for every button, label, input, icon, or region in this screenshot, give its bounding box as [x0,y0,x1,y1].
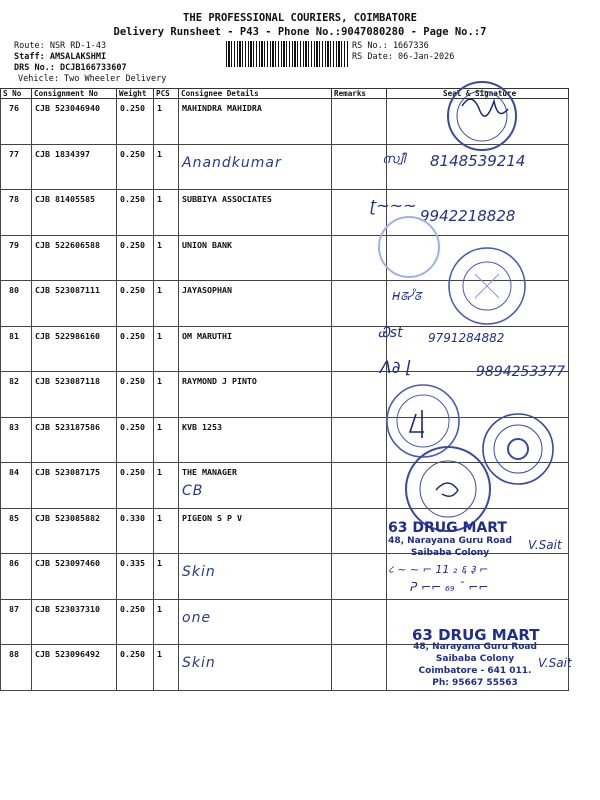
drs-number: DRS No.: DCJB166733607 [14,63,127,73]
consignee-name: OM MARUTHI [182,330,232,341]
remarks-cell [332,599,387,645]
sno-cell: 88 [1,645,32,691]
seal-stamp-1 [432,76,532,160]
pcs-cell: 1 [154,508,179,554]
scribble-87: ८ ~ ~ ⌐ 11 ₂ ६ ३ ⌐ [388,563,489,576]
consignee-name: JAYASOPHAN [182,285,232,295]
faded-seal-79 [368,212,450,282]
consignee-name: SUBBIYA ASSOCIATES [182,194,272,204]
weight-cell: 0.250 [117,281,154,327]
rs-number: RS No.: 1667336 [352,41,429,51]
sno-cell: 79 [1,235,32,281]
pcs-cell: 1 [154,599,179,645]
pcs-cell: 1 [154,281,179,327]
handwritten-name: CB [182,483,204,499]
sno-cell: 81 [1,326,32,372]
remarks-cell [332,508,387,554]
weight-cell: 0.250 [117,326,154,372]
phone-77: 8148539214 [430,152,526,170]
consignee-name: MAHINDRA MAHIDRA [182,103,262,113]
weight-cell: 0.250 [117,417,154,463]
remarks-cell [332,281,387,327]
consignee-cell [179,190,332,236]
weight-cell: 0.250 [117,463,154,509]
sno-cell: 84 [1,463,32,509]
handwritten-name: Anandkumar [182,154,282,171]
consignment-cell: CJB 523097460 [32,554,117,600]
consignee-cell [179,99,332,145]
consignee-cell [179,645,332,691]
handwritten-name: one [182,609,212,626]
consignment-cell: CJB 523046940 [32,99,117,145]
sno-cell: 86 [1,554,32,600]
weight-cell: 0.250 [117,235,154,281]
drug-mart-name-1: 63 DRUG MART [388,520,507,536]
drug-mart-address-2: 48, Narayana Guru Road [413,642,537,652]
weight-cell: 0.250 [117,372,154,418]
barcode [226,41,348,67]
phone-82: 9894253377 [476,364,566,380]
consignee-cell [179,281,332,327]
col-pcs: PCS [154,89,179,99]
insurance-seal [445,244,529,328]
consignee-cell [179,463,332,509]
sno-cell: 83 [1,417,32,463]
vehicle-label: Vehicle: Two Wheeler Delivery [18,74,167,84]
pcs-cell: 1 [154,645,179,691]
consignment-cell: CJB 523187586 [32,417,117,463]
remarks-cell [332,645,387,691]
consignment-cell: CJB 523087118 [32,372,117,418]
consignment-cell: CJB 523085882 [32,508,117,554]
pcs-cell: 1 [154,144,179,190]
rs-date: RS Date: 06-Jan-2026 [352,52,455,62]
pcs-cell: 1 [154,372,179,418]
phone-81: 9791284882 [428,331,505,345]
signature-87: ᕈ ⌐⌐ ₆₉ ˉ ⌐⌐ [410,580,489,594]
weight-cell: 0.250 [117,190,154,236]
consignee-name: RAYMOND J PINTO [182,376,257,386]
handwritten-name: Skin [182,655,216,671]
signature-88: V.Sait [538,656,572,670]
drug-mart-phone-2: Ph: 95667 55563 [432,678,518,688]
phone-78: 9942218828 [420,207,516,225]
weight-cell: 0.250 [117,645,154,691]
drug-mart-address-1: 48, Narayana Guru Road [388,536,512,546]
route-label: Route: NSR RD-1-43 [14,41,107,51]
pcs-cell: 1 [154,99,179,145]
consignment-cell: CJB 523037310 [32,599,117,645]
weight-cell: 0.250 [117,144,154,190]
sno-cell: 80 [1,281,32,327]
drug-mart-colony-1: Saibaba Colony [410,548,490,558]
remarks-cell [332,144,387,190]
pcs-cell: 1 [154,417,179,463]
staff-label: Staff: AMSALAKSHMI [14,52,107,62]
pcs-cell: 1 [154,326,179,372]
signature-82: Λ∂ ⌊ [380,358,413,378]
runsheet-table [0,88,569,691]
remarks-cell [332,463,387,509]
col-sno: S No [1,89,32,99]
col-signature: Seal & Signature [387,89,569,99]
consignment-cell: CJB 522986160 [32,326,117,372]
sno-cell: 82 [1,372,32,418]
runsheet-subtitle: Delivery Runsheet - P43 - Phone No.:9047080280 - Page No.:7 [113,26,487,38]
consignee-name: UNION BANK [182,239,232,250]
sno-cell: 76 [1,99,32,145]
consignment-cell: CJB 523087175 [32,463,117,509]
company-title: THE PROFESSIONAL COURIERS, COIMBATORE [183,12,417,24]
consignee-name: KVB 1253 [182,421,222,432]
drug-mart-name-2: 63 DRUG MART [412,626,540,644]
signature-81: Ꮿst [378,325,403,341]
signature-80: ᕼᘔᓮᘔ [392,290,422,303]
pcs-cell: 1 [154,190,179,236]
weight-cell: 0.250 [117,99,154,145]
pcs-cell: 1 [154,235,179,281]
consignee-cell [179,326,332,372]
signature-77: സ്വീ [382,152,405,167]
consignment-cell: CJB 523087111 [32,281,117,327]
consignee-name: PIGEON S P V [182,512,242,523]
remarks-cell [332,554,387,600]
sno-cell: 87 [1,599,32,645]
consignment-cell: CJB 522606588 [32,235,117,281]
consignment-cell: CJB 1834397 [32,144,117,190]
consignment-cell: CJB 81405585 [32,190,117,236]
remarks-cell [332,99,387,145]
consignee-cell [179,554,332,600]
col-weight: Weight [117,89,154,99]
pcs-cell: 1 [154,554,179,600]
col-remarks: Remarks [332,89,387,99]
pcs-cell: 1 [154,463,179,509]
consignee-cell [179,599,332,645]
sno-cell: 78 [1,190,32,236]
drug-mart-city-2: Coimbatore - 641 011. [418,666,532,676]
signature-78: ʈ~~~ [370,196,417,215]
handwritten-name: Skin [182,564,216,580]
weight-cell: 0.330 [117,508,154,554]
consignee-cell [179,144,332,190]
consignee-cell [179,508,332,554]
signature-86: V.Sait [528,538,562,552]
drug-mart-colony-2: Saibaba Colony [435,654,515,664]
col-consignment: Consignment No [32,89,117,99]
consignee-cell [179,417,332,463]
consignee-name: THE MANAGER [182,467,237,477]
sno-cell: 85 [1,508,32,554]
weight-cell: 0.250 [117,599,154,645]
weight-cell: 0.335 [117,554,154,600]
consignee-cell [179,372,332,418]
consignee-cell [179,235,332,281]
sno-cell: 77 [1,144,32,190]
col-consignee: Consignee Details [179,89,332,99]
consignment-cell: CJB 523096492 [32,645,117,691]
